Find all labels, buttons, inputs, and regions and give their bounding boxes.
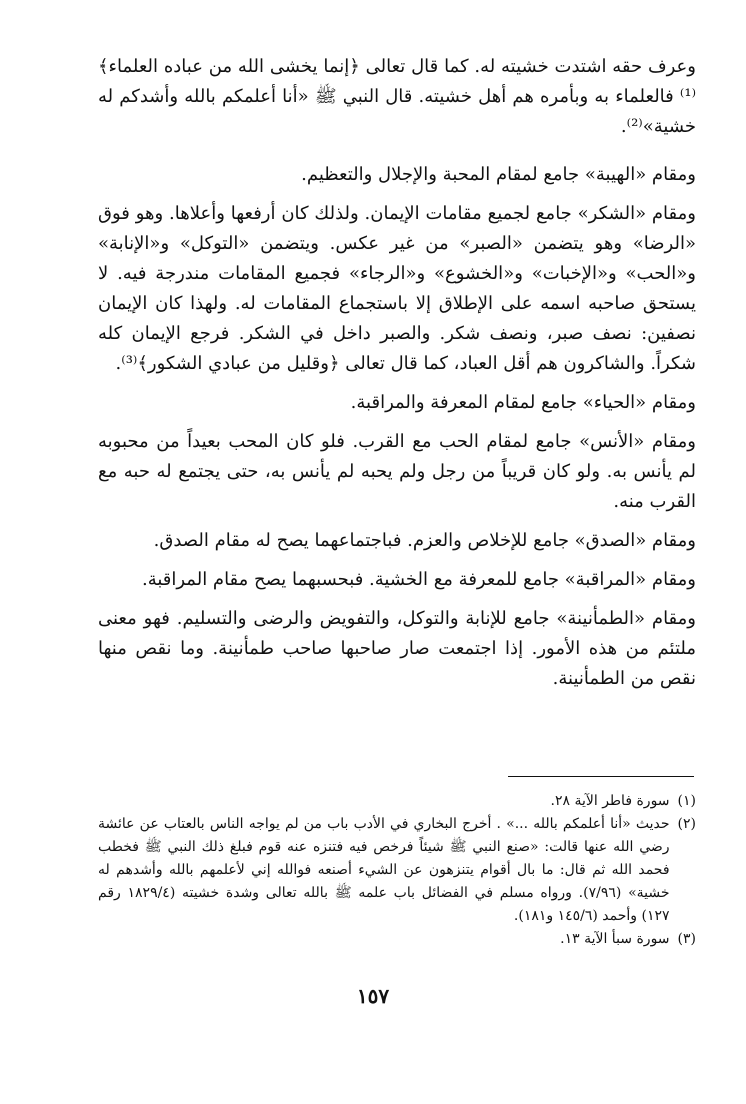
footnote-item bbox=[98, 928, 696, 951]
paragraph-uns: ومقام «الأنس» جامع لمقام الحب مع القرب. فلو كان المحب بعيداً من محبوبه لم يأنس به. ولو كان قريباً من رجل ولم يحبه لم يأنس به، حتى يجتمع له حبه مع القرب منه. bbox=[98, 431, 696, 512]
footnote-number: (٢) bbox=[677, 816, 696, 832]
footnote-text: سورة فاطر الآية ٢٨. bbox=[550, 793, 670, 809]
paragraph-hayba: ومقام «الهيبة» جامع لمقام المحبة والإجلال والتعظيم. bbox=[301, 164, 696, 185]
paragraph-shukr: ومقام «الشكر» جامع لجميع مقامات الإيمان. ولذلك كان أرفعها وأعلاها. وهو فوق «الرضا» وهو يتضمن «الصبر» من غير عكس. ويتضمن «التوكل» و«الإنابة» و«الحب» و«الإخبات» و«الخشوع» و«الرجاء» فجميع المقامات مندرجة فيه. لا يستحق صاحبه اسمه على الإطلاق إلا باستجماع المقامات له. ولهذا كان الإيمان نصفين: نصف صبر، ونصف شكر. والصبر داخل في الشكر. فرجع الإيمان كله شكراً. والشاكرون هم أقل العباد، كما قال تعالى ﴿وقليل من عبادي الشكور﴾⁽³⁾. bbox=[98, 203, 696, 374]
footnote-separator bbox=[508, 776, 694, 777]
paragraph-tumaanina: ومقام «الطمأنينة» جامع للإنابة والتوكل، والتفويض والرضى والتسليم. فهو معنى ملتئم من هذه الأمور. إذا اجتمعت صار صاحبها صاحب طمأنينة. وما نقص منها نقص من الطمأنينة. bbox=[98, 608, 696, 689]
paragraph-haya: ومقام «الحياء» جامع لمقام المعرفة والمراقبة. bbox=[350, 392, 696, 413]
footnote-number: (٣) bbox=[677, 931, 696, 947]
footnote-item bbox=[98, 790, 696, 813]
paragraph-khashya: وعرف حقه اشتدت خشيته له. كما قال تعالى ﴿إنما يخشى الله من عباده العلماء﴾⁽¹⁾ فالعلماء به وبأمره هم أهل خشيته. قال النبي ﷺ «أنا أعلمكم بالله وأشدكم له خشية»⁽²⁾. bbox=[98, 56, 696, 137]
paragraph-sidq: ومقام «الصدق» جامع للإخلاص والعزم. فباجتماعهما يصح له مقام الصدق. bbox=[153, 530, 696, 551]
main-text bbox=[98, 52, 696, 694]
footnote-text: سورة سبأ الآية ١٣. bbox=[560, 931, 670, 947]
page-number: ١٥٧ bbox=[356, 984, 390, 1008]
footnote-text: حديث «أنا أعلمكم بالله ...» . أخرج البخاري في الأدب باب من لم يواجه الناس بالعتاب عن عائشة رضي الله عنها قالت: «صنع النبي ﷺ شيئاً فرخص فيه فتنزه عنه قوم فبلغ ذلك النبي ﷺ فخطب فحمد الله ثم قال: ما بال أقوام يتنزهون عن الشيء أصنعه فوالله إني لأعلمهم بالله وأشدهم له خشية» (٧/٩٦). ورواه مسلم في الفضائل باب علمه ﷺ بالله تعالى وشدة خشيته (١٨٢٩/٤ رقم ١٢٧) وأحمد (١٤٥/٦ و١٨١). bbox=[98, 816, 670, 924]
footnote-item bbox=[98, 813, 696, 928]
paragraph-muraqaba: ومقام «المراقبة» جامع للمعرفة مع الخشية. فبحسبهما يصح مقام المراقبة. bbox=[141, 569, 696, 590]
footnote-number: (١) bbox=[677, 793, 696, 809]
footnotes bbox=[98, 790, 696, 951]
